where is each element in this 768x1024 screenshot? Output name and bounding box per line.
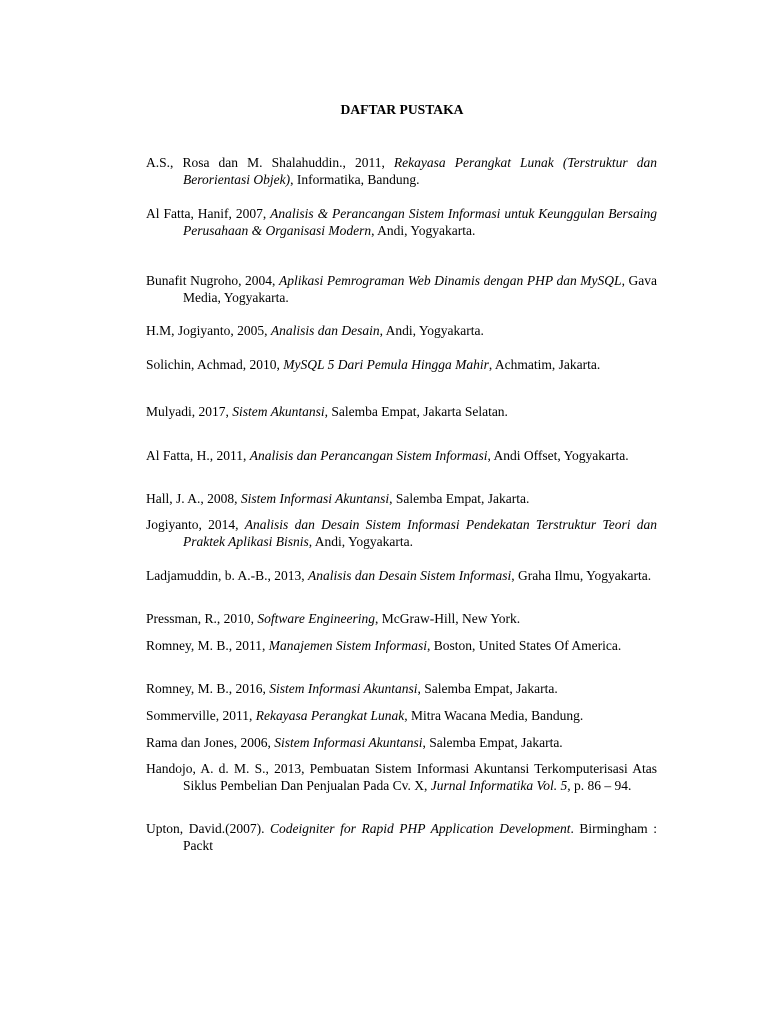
- reference-entry: [146, 154, 657, 188]
- reference-title: Codeigniter for Rapid PHP Application Development: [270, 821, 571, 836]
- page-title: DAFTAR PUSTAKA: [340, 102, 464, 117]
- reference-entry: [146, 610, 657, 627]
- reference-author-year: Romney, M. B., 2011,: [146, 638, 269, 653]
- reference-title: Jurnal Informatika Vol. 5: [430, 778, 568, 793]
- reference-entry: [146, 637, 657, 654]
- reference-title: Manajemen Sistem Informasi: [268, 638, 427, 653]
- reference-author-year: A.S., Rosa dan M. Shalahuddin., 2011,: [146, 155, 394, 170]
- reference-title: Sistem Informasi Akuntansi: [269, 681, 418, 696]
- reference-entry: [146, 734, 657, 751]
- reference-author-year: Bunafit Nugroho, 2004,: [146, 273, 279, 288]
- reference-title: Analisis dan Desain: [270, 323, 380, 338]
- reference-title: Rekayasa Perangkat Lunak: [255, 708, 405, 723]
- reference-entry: [146, 447, 657, 464]
- reference-author-year: Upton, David.(2007).: [146, 821, 271, 836]
- reference-publisher: , Salemba Empat, Jakarta.: [417, 681, 558, 696]
- reference-title: Analisis dan Perancangan Sistem Informasi: [249, 448, 488, 463]
- reference-author-year: Al Fatta, H., 2011,: [146, 448, 250, 463]
- reference-title: Analisis & Perancangan Sistem Informasi untuk Keunggulan Bersaing Perusahaan & Organisasi Modern: [183, 206, 657, 238]
- reference-publisher: , Andi, Yogyakarta.: [371, 223, 476, 238]
- reference-author-year: Solichin, Achmad, 2010,: [146, 357, 284, 372]
- reference-author-year: Jogiyanto, 2014,: [146, 517, 245, 532]
- reference-author-year: Hall, J. A., 2008,: [146, 491, 241, 506]
- reference-title: Analisis dan Desain Sistem Informasi: [308, 568, 512, 583]
- reference-entry: [146, 760, 657, 794]
- reference-author-year: Ladjamuddin, b. A.-B., 2013,: [146, 568, 308, 583]
- reference-title: Sistem Informasi Akuntansi: [240, 491, 390, 506]
- reference-author-year: Romney, M. B., 2016,: [146, 681, 270, 696]
- reference-author-year: Handojo, A. d. M. S., 2013, Pembuatan Sistem Informasi Akuntansi Terkomputerisasi Atas Siklus Pembelian Dan Penjualan Pada Cv. X,: [146, 761, 657, 793]
- reference-entry: [146, 516, 657, 550]
- reference-entry: [146, 567, 657, 584]
- reference-entry: [146, 820, 657, 854]
- reference-title: Rekayasa Perangkat Lunak (Terstruktur dan Berorientasi Objek): [183, 155, 657, 187]
- reference-publisher: , Andi Offset, Yogyakarta.: [487, 448, 629, 463]
- reference-publisher: , Mitra Wacana Media, Bandung.: [404, 708, 584, 723]
- reference-author-year: Rama dan Jones, 2006,: [146, 735, 275, 750]
- reference-publisher: , Graha Ilmu, Yogyakarta.: [511, 568, 652, 583]
- reference-publisher: , Informatika, Bandung.: [290, 172, 420, 187]
- reference-publisher: , Achmatim, Jakarta.: [488, 357, 601, 372]
- reference-entry: [146, 356, 657, 373]
- reference-title: Analisis dan Desain Sistem Informasi Pendekatan Terstruktur Teori dan Praktek Aplikasi Bisnis: [183, 517, 657, 549]
- reference-publisher: , Andi, Yogyakarta.: [308, 534, 413, 549]
- reference-title: Aplikasi Pemrograman Web Dinamis dengan PHP dan MySQL: [279, 273, 622, 288]
- reference-entry: [146, 322, 657, 339]
- reference-entry: [146, 707, 657, 724]
- reference-title: Sistem Akuntansi: [232, 404, 325, 419]
- reference-entry: [146, 403, 657, 420]
- reference-publisher: , Andi, Yogyakarta.: [379, 323, 484, 338]
- reference-entry: [146, 680, 657, 697]
- reference-publisher: , McGraw-Hill, New York.: [375, 611, 521, 626]
- reference-publisher: . Birmingham : Packt: [183, 821, 658, 853]
- reference-author-year: Mulyadi, 2017,: [146, 404, 233, 419]
- reference-entry: [146, 272, 657, 306]
- reference-author-year: H.M, Jogiyanto, 2005,: [146, 323, 271, 338]
- reference-title: Software Engineering: [257, 611, 375, 626]
- reference-publisher: , Gava Media, Yogyakarta.: [183, 273, 658, 305]
- reference-author-year: Al Fatta, Hanif, 2007,: [146, 206, 271, 221]
- reference-publisher: , Salemba Empat, Jakarta Selatan.: [324, 404, 508, 419]
- reference-publisher: , Salemba Empat, Jakarta.: [422, 735, 563, 750]
- reference-publisher: , Salemba Empat, Jakarta.: [389, 491, 530, 506]
- reference-entry: [146, 490, 657, 507]
- reference-entry: [146, 205, 657, 239]
- reference-publisher: , p. 86 – 94.: [567, 778, 632, 793]
- reference-publisher: , Boston, United States Of America.: [427, 638, 622, 653]
- reference-author-year: Pressman, R., 2010,: [146, 611, 258, 626]
- reference-author-year: Sommerville, 2011,: [146, 708, 256, 723]
- reference-title: Sistem Informasi Akuntansi: [274, 735, 423, 750]
- reference-title: MySQL 5 Dari Pemula Hingga Mahir: [283, 357, 489, 372]
